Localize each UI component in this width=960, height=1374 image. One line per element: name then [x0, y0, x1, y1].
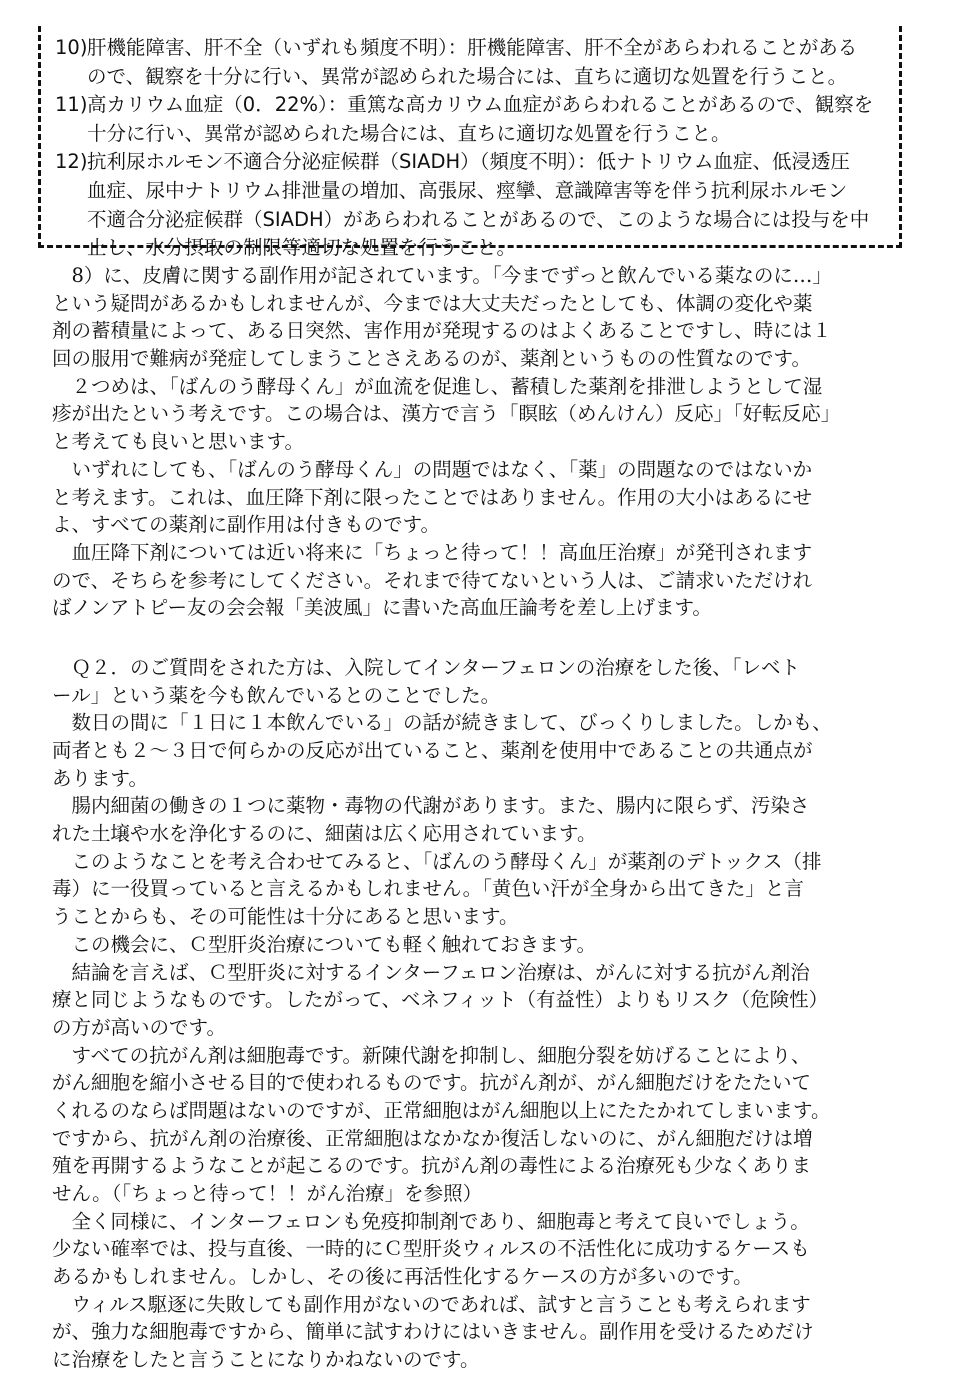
text-line: の方が高いのです。 — [52, 1015, 226, 1039]
section-gap — [52, 622, 912, 654]
text-line: が、強力な細胞毒ですから、簡単に試すわけにはいきません。副作用を受けるためだけ — [52, 1320, 814, 1344]
box-item-continuation-line: 止し、水分摂取の制限等適切な処置を行うこと。 — [87, 236, 517, 260]
text-line: いずれにしても、「ばんのう酵母くん」の問題ではなく、「薬」の問題なのではないか — [52, 457, 813, 481]
paragraph-group-q2-answer — [52, 654, 912, 1374]
item-text: 肝機能障害、肝不全（いずれも頻度不明）：肝機能障害、肝不全があらわれることがある — [87, 36, 858, 59]
text-line: 結論を言えば、Ｃ型肝炎に対するインターフェロン治療は、がんに対する抗がん剤治 — [52, 960, 810, 984]
box-item-continuation-line: ので、観察を十分に行い、異常が認められた場合には、直ちに適切な処置を行うこと。 — [87, 64, 848, 88]
item-number: 11) — [55, 93, 88, 117]
article-body — [52, 262, 912, 1374]
item-number: 10) — [55, 36, 88, 59]
text-line: ので、そちらを参考にしてください。それまで待てないという人は、ご請求いただけれ — [52, 568, 813, 592]
text-line: ばノンアトピー友の会会報「美波風」に書いた高血圧論考を差し上げます。 — [52, 596, 712, 620]
text-line: このようなことを考え合わせてみると、「ばんのう酵母くん」が薬剤のデトックス（排 — [52, 849, 822, 873]
text-line: 8）に、皮膚に関する副作用が記されています。「今までずっと飲んでいる薬なのに…」 — [52, 264, 832, 287]
text-line: あるかもしれません。しかし、その後に再活性化するケースの方が多いのです。 — [52, 1265, 753, 1289]
box-item-continuation-line: 不適合分泌症候群（SIADH）があらわれることがあるので、このような場合には投与を中 — [87, 207, 870, 231]
text-line: ール」という薬を今も飲んでいるとのことでした。 — [52, 683, 501, 707]
text-line: 腸内細菌の働きの１つに薬物・毒物の代謝があります。また、腸内に限らず、汚染さ — [52, 794, 810, 818]
box-item-first-line — [55, 148, 893, 177]
text-line: せん。（「ちょっと待って！！がん治療」を参照） — [52, 1182, 483, 1205]
text-line: あります。 — [52, 766, 148, 790]
text-line: 療と同じようなものです。したがって、ベネフィット（有益性）よりもリスク（危険性） — [52, 988, 829, 1012]
text-line: 血圧降下剤については近い将来に「ちょっと待って！！高血圧治療」が発刊されます — [52, 540, 813, 564]
text-line: と考えます。これは、血圧降下剤に限ったことではありません。作用の大小はあるにせ — [52, 485, 813, 509]
box-item-first-line — [55, 91, 893, 120]
text-line: 回の服用で難病が発症してしまうことさえあるのが、薬剤というものの性質なのです。 — [52, 347, 811, 371]
text-line: と考えても良いと思います。 — [52, 430, 304, 454]
box-item-continuation-line: 血症、尿中ナトリウム排泄量の増加、高張尿、痙攣、意識障害等を伴う抗利尿ホルモン — [87, 178, 848, 202]
text-line: に治療をしたと言うことになりかねないのです。 — [52, 1348, 480, 1372]
box-item-first-line — [55, 34, 893, 63]
item-number: 12) — [55, 150, 88, 174]
text-line: がん細胞を縮小させる目的で使われるものです。抗がん剤が、がん細胞だけをたたいて — [52, 1071, 811, 1095]
text-line: 毒）に一役買っていると言えるかもしれません。「黄色い汗が全身から出てきた」と言 — [52, 877, 804, 901]
text-line: ですから、抗がん剤の治療後、正常細胞はなかなか復活しないのに、がん細胞だけは増 — [52, 1126, 813, 1150]
text-line: くれるのならば問題はないのですが、正常細胞はがん細胞以上にたたかれてしまいます。 — [52, 1098, 831, 1122]
text-line: うことからも、その可能性は十分にあると思います。 — [52, 905, 519, 929]
text-line: 両者とも２～３日で何らかの反応が出ていること、薬剤を使用中であることの共通点が — [52, 739, 813, 762]
text-line: 疹が出たという考えです。この場合は、漢方で言う「瞑眩（めんけん）反応」「好転反応」 — [52, 402, 841, 426]
text-line: ２つめは、「ばんのう酵母くん」が血流を促進し、蓄積した薬剤を排泄しようとして湿 — [52, 374, 823, 398]
text-line: 全く同様に、インターフェロンも免疫抑制剤であり、細胞毒と考えて良いでしょう。 — [52, 1209, 810, 1233]
text-line: すべての抗がん剤は細胞毒です。新陳代謝を抑制し、細胞分裂を妨げることにより、 — [52, 1043, 811, 1067]
text-line: という疑問があるかもしれませんが、今までは大丈夫だったとしても、体調の変化や薬 — [52, 291, 813, 315]
text-line: 少ない確率では、投与直後、一時的にＣ型肝炎ウィルスの不活性化に成功するケースも — [52, 1237, 810, 1261]
text-line: よ、すべての薬剤に副作用は付きものです。 — [52, 513, 441, 537]
text-line: れた土壌や水を浄化するのに、細菌は広く応用されています。 — [52, 822, 597, 846]
text-line: この機会に、Ｃ型肝炎治療についても軽く触れておきます。 — [52, 932, 597, 956]
text-line: 剤の蓄積量によって、ある日突然、害作用が発現するのはよくあることですし、時には１ — [52, 319, 832, 343]
text-line: 数日の間に「１日に１本飲んでいる」の話が続きまして、びっくりしました。しかも、 — [52, 711, 832, 735]
item-text: 抗利尿ホルモン不適合分泌症候群（SIADH）（頻度不明）：低ナトリウム血症、低浸透圧 — [87, 150, 850, 174]
box-item-continuation-line: 十分に行い、異常が認められた場合には、直ちに適切な処置を行うこと。 — [87, 121, 731, 145]
text-line: 殖を再開するようなことが起こるのです。抗がん剤の毒性による治療死も少なくありま — [52, 1154, 811, 1178]
package-insert-excerpt-box — [38, 26, 902, 260]
text-line: Ｑ２．のご質問をされた方は、入院してインターフェロンの治療をした後、「レベト — [52, 655, 801, 679]
text-line: ウィルス駆逐に失敗しても副作用がないのであれば、試すと言うことも考えられます — [52, 1292, 811, 1316]
paragraph-group-side-effects — [52, 262, 912, 622]
item-text: 高カリウム血症（0．22%）：重篤な高カリウム血症があらわれることがあるので、観察を — [87, 93, 874, 117]
